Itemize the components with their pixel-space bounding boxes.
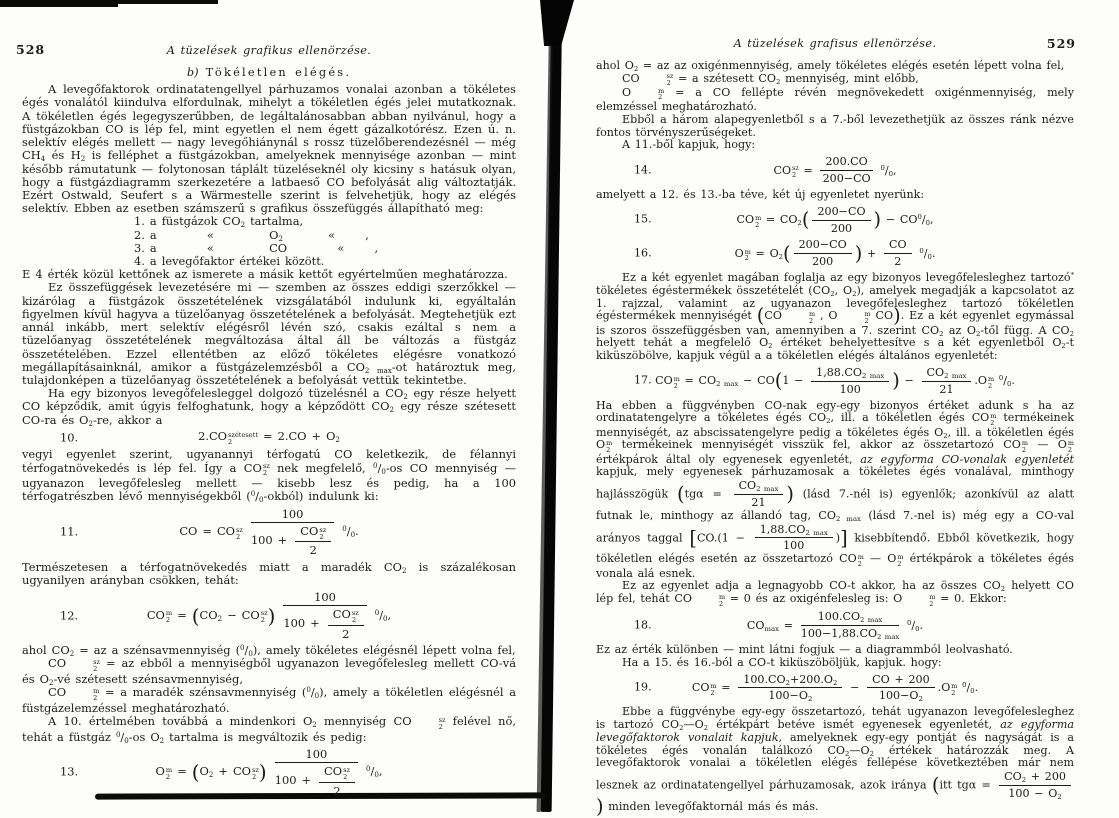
fraction bbox=[999, 770, 1071, 801]
sub-sup-stack: m 2 bbox=[165, 609, 173, 625]
fraction bbox=[734, 479, 784, 510]
equation-number: 10. bbox=[60, 430, 79, 445]
paragraph: E 4 érték közül kettőnek az ismerete a másik kettőt egyértelműen meghatározza. bbox=[22, 267, 508, 282]
fraction bbox=[811, 366, 889, 397]
big-delimiter: ) bbox=[596, 794, 604, 818]
paragraph: Ez összefüggések levezetésére mi — szemben az összes eddigi szerzőkkel — kizárólag a füstgázok összetételének vizsgálatából indulunk ki, egyáltalán figyelmen kívül hagyva a tüzelőanyag összetételének a befolyását. Megtehetjük ezt annál inkább, mert selektív elégésről lévén szó, csakis ezáltal s nem a tüzelőanyag összetételének megváltozása által áll be változás a füstgáz összetételében. Ezzel ellentétben az előző tökéletes elégésre vonatkozó megállapításainknál, amikor a füstgázelemzésből a $CO_{2 max}-ot$ határoztuk meg, tulajdonképen a tüzelőanyag összetételének a befolyását vettük tekintetbe. bbox=[22, 280, 516, 388]
sub-sup-stack: sz 2 bbox=[666, 72, 674, 88]
paragraph: ahol $CO_2$ = az a szénsavmennyiség $(^0/_0)$, amely tökéletes elégésnél lépett volna fel, bbox=[22, 643, 516, 659]
paragraph: Ez az egyenlet adja a legnagyobb CO-t akkor, ha az összes $CO_2$ helyett CO lép fel, tehát CO m 2 = 0 és az oxigénfelesleg is: O m 2 = 0. Ekkor: bbox=[596, 579, 1075, 608]
equation-formula: CO sz 2 = $\frac{200.CO}{200-CO}$ $^0/_0$, bbox=[773, 155, 897, 186]
value-list bbox=[134, 215, 516, 268]
big-delimiter: ( bbox=[191, 760, 200, 785]
paragraph: Ez a két egyenlet magában foglalja az egy bizonyos levegőfelesleghez tartozó* tökéletes égéstermékek összetételét ($CO_2$, $O_2$), amelyek megadják a kapcsolatot az 1. rajzzal, valamint az ugyanazon levegőfelesleghez tartozó tökéletlen égéstermékek mennyiségét (CO m 2 , O m 2 CO). Ez a két egyenlet egymással is szoros összefüggésben van, amennyiben a 7. szerint $CO_2$ az $O_2$-től függ. A $CO_2$ helyett tehát a megfelelő $O_2$ értéket behelyettesítve s a két egyenletből $O_2-t$ kiküszöbölve, kapjuk végül a a tökéletlen elégés általános egyenletét: bbox=[596, 271, 1075, 363]
paragraph: ahol $O_2$ = az az oxigénmennyiség, amely tökéletes elégés esetén lépett volna fel, bbox=[596, 58, 1065, 73]
equation-number: 12. bbox=[60, 608, 79, 623]
fraction-denominator: 2 bbox=[894, 255, 902, 269]
equation-row bbox=[596, 610, 1074, 641]
list-line: 2. a « $O_2$ « , bbox=[134, 227, 369, 243]
paragraph: Ez az érték különben — mint látni fogjuk — a diagrammból leolvasható. bbox=[596, 643, 1013, 657]
fraction-numerator: CO sz 2 bbox=[328, 607, 364, 626]
sub-sup-stack: m 2 bbox=[857, 553, 864, 568]
sub-sup-stack: m 2 bbox=[744, 247, 751, 263]
big-delimiter: ) bbox=[786, 482, 794, 506]
fraction bbox=[251, 507, 334, 558]
equation-number: 18. bbox=[634, 618, 652, 632]
fraction-denominator: 100 + CO sz 2 2 bbox=[251, 523, 334, 558]
sub-sup-stack: m 2 bbox=[897, 553, 904, 568]
sub-sup-stack: m 2 bbox=[710, 681, 717, 697]
fraction bbox=[755, 523, 833, 554]
fraction-numerator: 200−CO bbox=[812, 205, 870, 221]
big-delimiter: ( bbox=[783, 241, 791, 265]
big-delimiter: ( bbox=[756, 304, 765, 328]
fraction bbox=[328, 607, 364, 641]
big-delimiter: ] bbox=[840, 525, 848, 549]
fraction-numerator: 200−CO bbox=[794, 238, 852, 254]
sub-sup-stack: m 2 bbox=[1021, 439, 1028, 454]
big-delimiter: ( bbox=[801, 208, 810, 232]
fraction-denominator: 21 bbox=[939, 382, 954, 396]
fraction-denominator: 100 + CO sz 2 2 bbox=[283, 606, 366, 641]
sub-sup-stack: sz 2 bbox=[260, 609, 268, 625]
fraction-denominator: 200 bbox=[812, 255, 834, 269]
equation-row bbox=[596, 238, 1074, 269]
sub-sup-stack: m 2 bbox=[718, 592, 726, 608]
page-number-left: 528 bbox=[16, 42, 46, 57]
sub-sup-stack: m 2 bbox=[988, 375, 995, 390]
big-delimiter: ( bbox=[931, 773, 940, 797]
fraction-numerator: 200.CO bbox=[820, 155, 872, 171]
equation-formula: CO m 2 = $CO_2$( $\frac{200-CO}{200}$ ) − $CO^0/_0$, bbox=[736, 204, 934, 235]
fraction-denominator: $100-O_2$ bbox=[768, 689, 813, 704]
big-delimiter: ) bbox=[854, 241, 863, 265]
sub-sup-stack: sz 2 bbox=[792, 164, 799, 180]
sub-sup-stack: m 2 bbox=[606, 439, 613, 454]
big-delimiter: ) bbox=[893, 304, 901, 328]
fraction-numerator: CO bbox=[884, 238, 912, 254]
paragraph: amelyett a 12. és 13.-ba téve, két új egyenletet nyerünk: bbox=[596, 187, 925, 201]
fraction-numerator: $1,88.CO_{2 max}$ bbox=[811, 366, 889, 382]
equation-formula: CO = CO sz 2 100 100 + CO sz 2 2 $^0/_0$. bbox=[179, 506, 359, 558]
fraction bbox=[801, 610, 900, 641]
fraction-numerator: 100 bbox=[283, 590, 366, 606]
fraction-numerator: $100.CO_{2 max}$ bbox=[801, 610, 900, 626]
fraction bbox=[283, 590, 366, 641]
fraction-denominator: 21 bbox=[751, 496, 766, 510]
sub-sup-stack: sz 2 bbox=[252, 766, 259, 781]
sub-sup-stack: m 2 bbox=[165, 766, 173, 781]
fraction-numerator: $CO_2 + 200$ bbox=[999, 770, 1071, 786]
running-head-left bbox=[16, 42, 516, 57]
big-delimiter: ( bbox=[677, 482, 685, 506]
fraction bbox=[794, 238, 852, 269]
sub-sup-stack: m 2 bbox=[93, 686, 100, 702]
fraction bbox=[275, 747, 358, 798]
list-line: 4. a levegőfaktor értékei között. bbox=[134, 254, 325, 269]
fraction-numerator: 100 bbox=[251, 507, 334, 523]
equation-number: 15. bbox=[634, 212, 652, 226]
equation-formula: 2.CO szétesett 2 = $2.CO + O_2$ bbox=[198, 428, 340, 446]
section-heading-text: Tökéletlen elégés. bbox=[205, 64, 352, 79]
sub-sup-stack: m 2 bbox=[658, 86, 665, 102]
paragraph: Ebből a három alapegyenletből s a 7.-ből levezethetjük az összes ránk nézve fontos törvényszerűségeket. bbox=[596, 112, 1074, 139]
fraction-denominator: 200−CO bbox=[822, 172, 871, 186]
equation-formula: O m 2 = ($O_2$ + CO sz 2 ) 100 100 + CO sz 2 2 $^0/_0$, bbox=[155, 746, 383, 798]
fraction-numerator: $1,88.CO_{2 max}$ bbox=[755, 523, 833, 539]
equation-number: 19. bbox=[634, 680, 652, 694]
paragraph: CO sz 2 = az ebből a mennyiségből ugyanazon levegőfelesleg mellett CO-vá és $O_2-vé$ szétesett szénsavmennyiség, bbox=[22, 656, 516, 688]
paragraph: Természetesen a térfogatnövekedés miatt a maradék $CO_2$ is százalékosan ugyanilyen arányban csökken, tehát: bbox=[22, 559, 516, 587]
page-number-right: 529 bbox=[1046, 36, 1076, 51]
fraction bbox=[319, 764, 355, 798]
equation-row bbox=[22, 747, 516, 798]
fraction-denominator: $100 - O_2$ bbox=[1008, 786, 1062, 802]
fraction-denominator: $100-1,88.CO_{2 max}$ bbox=[800, 627, 900, 642]
sub-sup-stack: sz 2 bbox=[351, 609, 359, 625]
big-delimiter: ) bbox=[267, 603, 276, 628]
sub-sup-stack: sz 2 bbox=[438, 715, 446, 731]
fraction-numerator: $100.CO_2+200.O_2$ bbox=[738, 673, 842, 689]
paragraph: O m 2 = a CO fellépte révén megnövekedett oxigénmennyiség, mely elemzéssel meghatározható. bbox=[596, 85, 1074, 114]
paragraph: Ebbe a függvénybe egy-egy összetartozó, tehát ugyanazon levegőfelesleghez is tartozó $CO_2—O_2$ értékpárt betéve ismét egyenesek egyenletét, az egyforma levegőfaktorok vonalait kapjuk, amelyeknek egy-egy pontját és nagyságát is a tökéletes égés vonalán találkozó $CO_2—O_2$ értékek határozzák meg. A levegőfaktorok vonalai a tökéletlen elégés fellépése következtében már nem lesznek az ordinatatengellyel párhuzamosak, azok iránya (itt tgα = $\frac{CO_2 + 200}{100 - O_2}$ ) minden levegőfaktornál más és más. bbox=[596, 705, 1074, 818]
paragraph: vegyi egyenlet szerint, ugyanannyi térfogatú CO keletkezik, de félannyi térfogatnövekedés is lép fel. Így a CO sz 2 nek megfelelő, $^0/_0-os$ CO mennyiség — ugyanazon levegőfelesleg mellett — kisebb lesz és pedig, ha a 100 térfogatrészben lévő mennyiségekből $(^0/_0-okból)$ indulunk ki: bbox=[22, 447, 516, 505]
fraction bbox=[820, 155, 872, 186]
sub-sup-stack: sz 2 bbox=[236, 525, 243, 541]
fraction-denominator: 2 bbox=[333, 783, 341, 798]
page-body-left bbox=[22, 66, 516, 798]
equation-formula: $CO_{max}$ = $\frac{100.CO_{2 max}}{100-1,88.CO_{2 max}}$ $^0/_0$. bbox=[746, 610, 924, 642]
list-line: 3. a « CO « , bbox=[134, 240, 379, 255]
fraction-denominator: 100 bbox=[783, 539, 805, 553]
sub-sup-stack: sz 2 bbox=[93, 658, 100, 674]
fraction-denominator: 200 bbox=[830, 221, 853, 235]
equation-number: 11. bbox=[60, 524, 79, 539]
sub-sup-stack: m 2 bbox=[951, 681, 958, 697]
equation-row bbox=[22, 590, 516, 641]
paragraph: A 11.-ből kapjuk, hogy: bbox=[622, 138, 756, 152]
equation-row bbox=[22, 507, 516, 558]
scan-edge-top-strip-thick bbox=[0, 0, 118, 7]
page-body-right bbox=[596, 58, 1075, 818]
paragraph: A 10. értelmében továbbá a mindenkori $O_2$ mennyiség CO sz 2 felével nő, tehát a füstgáz $^0/_0-os$ $O_2$ tartalma is megváltozik és pedig: bbox=[22, 714, 516, 745]
equation-row bbox=[596, 155, 1074, 186]
equation-formula: CO m 2 = $CO_{2 max} - CO(1$ − $\frac{1,88.CO_{2 max}}{100}$ ) − $\frac{CO_{2 max}}{21}$ .O m 2 $^0/_0$. bbox=[655, 365, 1015, 396]
equation-row bbox=[596, 673, 1074, 704]
fraction-denominator: $100-O_2$ bbox=[878, 689, 923, 704]
running-head-right bbox=[596, 38, 1074, 51]
big-delimiter: ( bbox=[191, 603, 200, 628]
fraction bbox=[295, 524, 331, 558]
fraction bbox=[812, 205, 870, 236]
paragraph: Ha egy bizonyos levegőfelesleggel dolgozó tüzelésnél a $CO_2$ egy része helyett CO képződik, amit úgyis felfoghatunk, hogy a képződött $CO_2$ egy része szétesett CO-ra és $O_2-re$, akkor a bbox=[22, 386, 517, 428]
sub-sup-stack: m 2 bbox=[808, 310, 816, 325]
left-page bbox=[16, 42, 517, 801]
fraction bbox=[738, 673, 842, 704]
equation-formula: O m 2 = $O_2$( $\frac{200-CO}{200}$ ) + $\frac{CO}{2}$ $^0/_0$. bbox=[734, 238, 936, 269]
fraction-denominator: 2 bbox=[309, 543, 317, 558]
fraction-numerator: CO sz 2 bbox=[295, 524, 331, 543]
paragraph: CO m 2 = a maradék szénsavmennyiség $(^0/_0)$, amely a tökéletlen elégésnél a füstgázelemzéssel meghatározható. bbox=[22, 685, 516, 715]
big-delimiter: ( bbox=[774, 369, 783, 393]
binding-gutter-top-blob bbox=[540, 0, 574, 46]
equation-number: 16. bbox=[634, 246, 652, 260]
fraction-numerator: $CO_{2 max}$ bbox=[922, 366, 972, 382]
equation-row bbox=[596, 205, 1074, 236]
fraction bbox=[884, 238, 912, 269]
paragraph: Ha a 15. és 16.-ból a CO-t kiküszöböljük, kapjuk. hogy: bbox=[622, 655, 942, 669]
fraction bbox=[867, 673, 935, 704]
sub-sup-stack: sz 2 bbox=[343, 765, 350, 781]
sub-sup-stack: m 2 bbox=[990, 412, 997, 427]
fraction-numerator: $CO_{2 max}$ bbox=[734, 479, 784, 495]
sub-sup-stack: szétesett 2 bbox=[228, 430, 258, 446]
paragraph: Ha ebben a függvényben CO-nak egy-egy bizonyos értéket adunk s ha az ordinatatengelyre a tökéletes égés $CO_2$, ill. a tökéletlen égés CO m 2 termékeinek mennyiségét, az abscissatengelyre pedig a tökéletes égés $O_2$, ill. a tökéletlen égés O m 2 termékeinek mennyiségét visszük fel, akkor az összetartozó CO m 2 — O m 2 értékpárok által oly egyenesek egyenletét, az egyforma CO-vonalak egyenletét kapjuk, mely egyenesek párhuzamosak a tökéletes égés vonalával, minthogy hajlásszögük (tgα = $\frac{CO_{2 max}}{21}$ ) (lásd 7.-nél is) egyenlők; azonkívül az alatt futnak le, minthogy az állandó tag, $CO_{2 max}$ (lásd 7.-nel is) még egy a CO-val arányos taggal [CO.(1 − $\frac{1,88.CO_{2 max}}{100}$ )] kisebbítendő. Ebből következik, hogy tökéletlen elégés esetén az összetartozó CO m 2 — O m 2 értékpárok a tökéletes égés vonala alá esnek. bbox=[596, 398, 1074, 580]
big-delimiter: ) bbox=[873, 208, 882, 232]
paragraph: CO sz 2 = a szétesett $CO_2$ mennyiség, mint előbb, bbox=[622, 71, 919, 88]
paragraph: A levegőfaktorok ordinatatengellyel párhuzamos vonalai azonban a tökéletes égés vonalától kiindulva elfordulnak, mihelyt a tökéletlen égés jelei mutatkoznak. A tökéletlen égés legegyszerűbben, de legáltalánosabban abban nyilvánul, hogy a füstgázokban CO is lép fel, mint egyetlen el nem égett gázalkotórész. Ezen ú. n. selektív elégés mellett — nagy levegőhiánynál s rossz tüzelőberendezésnél — még $CH_4$ és $H_2$ is felléphet a füstgázokban, amelyeknek mennyisége azonban — mint később rámutatunk — folytonosan táplált tüzeléseknél oly kicsiny s hatásuk olyan, hogy a füstgázdiagramm szerkezetére a latbaeső CO befolyását alig változtatják. Ezért Ostwald, Seufert s a Wärmestelle szerint is felvehetjük, hogy az elégés selektív. Ebben az esetben számszerű s grafikus összefüggés állapítható meg: bbox=[22, 82, 517, 216]
equation-number: 14. bbox=[634, 163, 652, 177]
equation-row bbox=[22, 430, 516, 446]
section-heading-prefix: b) bbox=[186, 64, 199, 79]
equation-formula: CO m 2 = ($CO_2$ − CO sz 2 ) 100 100 + CO sz 2 2 $^0/_0$, bbox=[146, 590, 392, 641]
equation-formula: CO m 2 = $\frac{100.CO_2+200.O_2}{100-O_2}$ − $\frac{CO + 200}{100-O_2}$ .O m 2 $^0/_0$. bbox=[691, 672, 979, 704]
big-delimiter: ) bbox=[892, 369, 900, 393]
fraction-numerator: CO + 200 bbox=[867, 673, 935, 689]
fraction-numerator: 100 bbox=[275, 747, 358, 763]
equation-number: 17. bbox=[634, 373, 652, 387]
fraction-denominator: 2 bbox=[342, 626, 350, 641]
fraction-numerator: CO sz 2 bbox=[319, 764, 355, 783]
right-page bbox=[596, 36, 1076, 818]
sub-sup-stack: sz 2 bbox=[262, 462, 270, 478]
running-head-title-left: A tüzelések grafikus ellenörzése. bbox=[166, 44, 372, 57]
big-delimiter: ) bbox=[258, 760, 267, 785]
running-head-title-right: A tüzelések grafisus ellenörzése. bbox=[733, 37, 937, 50]
sub-sup-stack: m 2 bbox=[864, 310, 871, 325]
big-delimiter: [ bbox=[689, 525, 697, 549]
sub-sup-stack: m 2 bbox=[929, 592, 936, 608]
sub-sup-stack: m 2 bbox=[673, 375, 680, 390]
section-heading bbox=[22, 66, 516, 79]
equation-number: 13. bbox=[60, 764, 79, 779]
fraction-denominator: 100 bbox=[839, 382, 861, 396]
equation-row bbox=[596, 366, 1074, 397]
fraction-denominator: 100 + CO sz 2 2 bbox=[275, 763, 358, 798]
sub-sup-stack: m 2 bbox=[755, 213, 762, 229]
list-line: 1. a füstgázok $CO_2$ tartalma, bbox=[134, 214, 304, 230]
sub-sup-stack: m 2 bbox=[1067, 439, 1074, 454]
sub-sup-stack: sz 2 bbox=[319, 525, 327, 541]
fraction bbox=[922, 366, 972, 397]
